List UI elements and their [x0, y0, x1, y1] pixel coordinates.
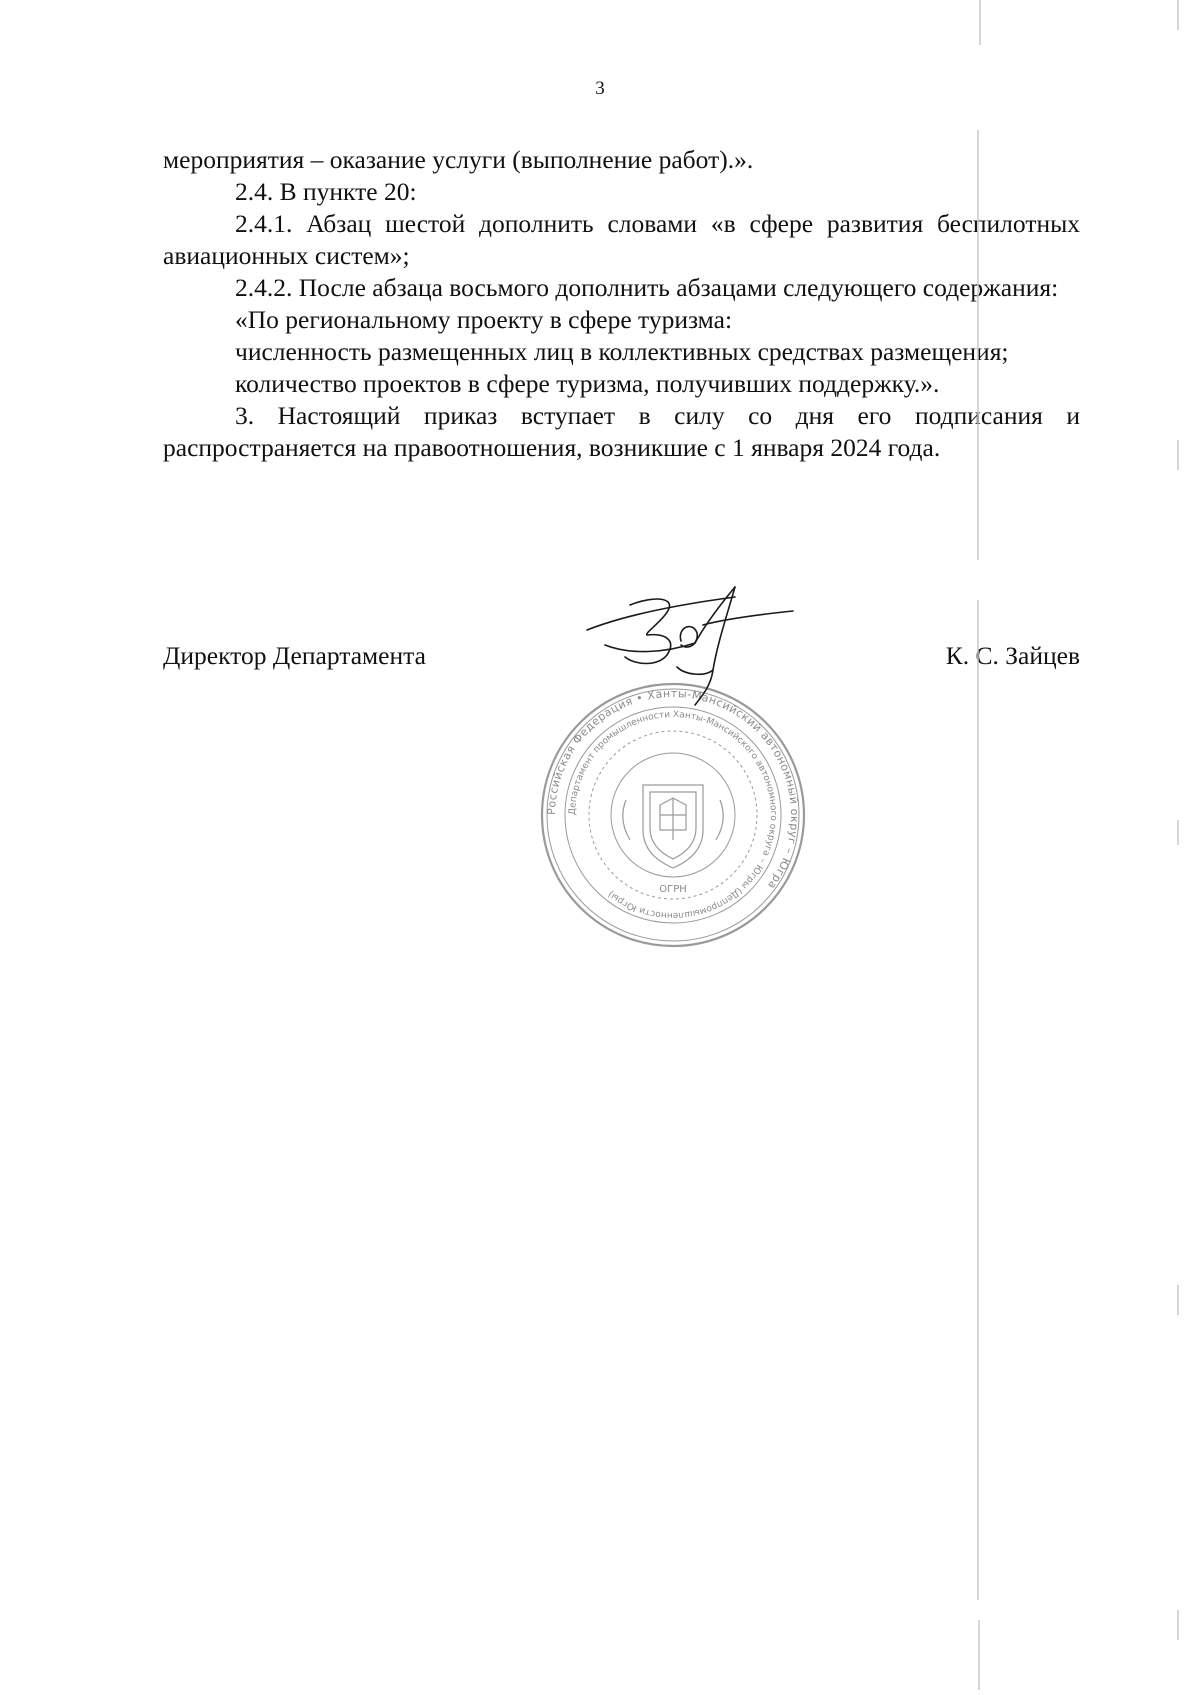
document-body: [163, 144, 1080, 464]
signatory-name: К. С. Зайцев: [945, 641, 1080, 670]
stamp-center-code: ОГРН: [659, 884, 687, 895]
stamp-inner-ring-text: Департамент промышленности Ханты-Мансийского автономного округа – Югры (Деппромышленности Югры): [567, 709, 779, 921]
paragraph-3: 3. Настоящий приказ вступает в силу со дня его подписания и распространяется на правоотношения, возникшие с 1 января 2024 года.: [163, 401, 1080, 462]
paragraph-accommodation: численность размещенных лиц в коллективных средствах размещения;: [235, 337, 1009, 366]
page-number: 3: [595, 78, 605, 99]
paragraph-continuation: мероприятия – оказание услуги (выполнение работ).».: [163, 145, 754, 174]
paragraph-2-4-1: 2.4.1. Абзац шестой дополнить словами «в сфере развития беспилотных авиационных систем»;: [163, 209, 1080, 270]
signatory-position: Директор Департамента: [163, 641, 426, 670]
paragraph-2-4-2: 2.4.2. После абзаца восьмого дополнить абзацами следующего содержания:: [235, 273, 1059, 302]
handwritten-signature: [585, 585, 795, 715]
paragraph-2-4: 2.4. В пункте 20:: [235, 177, 417, 206]
paragraph-quote-start: «По региональному проекту в сфере туризма:: [235, 305, 733, 334]
paragraph-projects: количество проектов в сфере туризма, получивших поддержку.».: [235, 369, 940, 398]
stamp-outer-ring-text: Российская Федерация • Ханты-Мансийский автономный округ – Югра: [544, 686, 802, 892]
coat-of-arms-icon: [623, 785, 723, 868]
official-seal-stamp: [538, 680, 808, 950]
